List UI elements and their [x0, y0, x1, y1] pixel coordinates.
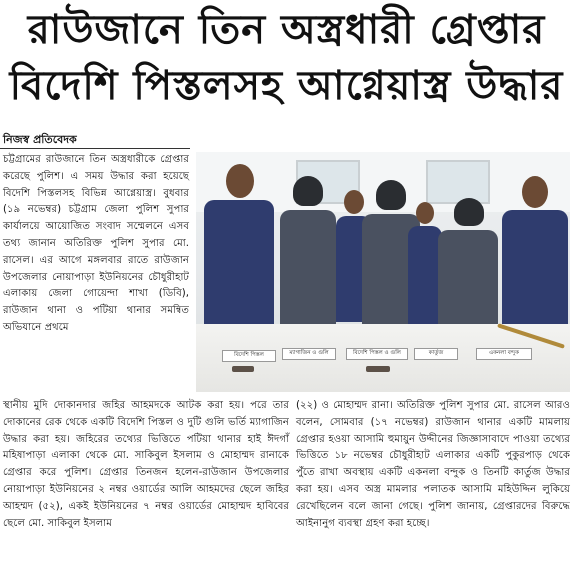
evidence-label: একনলা বন্দুক [476, 348, 532, 360]
article-body-column-1: চট্টগ্রামের রাউজানে তিন অস্ত্রধারীকে গ্রেপ্তার করেছে পুলিশ। এ সময় উদ্ধার করা হয়েছে বিদেশি পিস্তলসহ বিভিন্ন আগ্নেয়াস্ত্র। বুধবার (১৯ নভেম্বর) চট্টগ্রাম জেলা পুলিশ সুপার কার্যালয়ে আয়োজিত সংবাদ সম্মেলনে এসব তথ্য জানান অতিরিক্ত পুলিশ সুপার মো. রাসেল। এর আগে মঙ্গলবার রাতে রাউজান উপজেলার নোয়াপাড়া ইউনিয়নের চৌধুরীহাট এলাকায় জেলা গোয়েন্দা শাখা (ডিবি), রাউজান থানা ও পটিয়া থানার সমন্বিত অভিযানে প্রথমে [3, 154, 189, 333]
headline-line-2: বিদেশি পিস্তলসহ আগ্নেয়াস্ত্র উদ্ধার [9, 63, 564, 109]
evidence-label: কার্তুজ [414, 348, 458, 360]
byline: নিজস্ব প্রতিবেদক [3, 133, 77, 146]
byline-divider [0, 148, 190, 149]
evidence-label: বিদেশি পিস্তল ও গুলি [346, 348, 408, 360]
pistol-shape [366, 366, 390, 372]
evidence-label: বিদেশি পিস্তল [222, 350, 276, 362]
headline-line-1: রাউজানে তিন অস্ত্রধারী গ্রেপ্তার [27, 7, 546, 53]
officer-figure [502, 176, 568, 326]
evidence-label: ম্যাগাজিন ও গুলি [282, 348, 336, 360]
accused-figure [276, 176, 338, 326]
pistol-shape [232, 366, 254, 372]
accused-figure [434, 198, 502, 328]
officer-figure [204, 164, 274, 329]
article-body-column-3: (২২) ও মোহাম্মদ রানা। অতিরিক্ত পুলিশ সুপার মো. রাসেল আরও বলেন, সোমবার (১৭ নভেম্বর) রাউজান থানার একটি মামলায় গ্রেপ্তার হওয়া আসামি হুমায়ুন উদ্দীনের জিজ্ঞাসাবাদে পাওয়া তথ্যের ভিত্তিতে ১৮ নভেম্বর চৌধুরীহাট এলাকার একটি পুকুরপাড় থেকে পুঁতে রাখা অবস্থায় একটি একনলা বন্দুক ও তিনটি কার্তুজ উদ্ধার করা হয়। এসব অস্ত্র মামলার পলাতক আসামি মহিউদ্দিন লুকিয়ে রেখেছিলেন বলে জানা গেছে। পুলিশ জানায়, গ্রেপ্তারদের বিরুদ্ধে আইনানুগ ব্যবস্থা গ্রহণ করা হচ্ছে। [296, 400, 570, 529]
article-body-column-2: স্থানীয় মুদি দোকানদার জহির আহমদকে আটক করা হয়। পরে তার দোকানের রেক থেকে একটি বিদেশি পিস্তল ও দুটি গুলি ভর্তি ম্যাগাজিন উদ্ধার করা হয়। জহিরের তথ্যের ভিত্তিতে পটিয়া থানার হাই ঈদগাঁ মহিষাপাড়া এলাকা থেকে মো. সাকিবুল ইসলাম ও মোহাম্মদ রানাকে গ্রেপ্তার করে পুলিশ। গ্রেপ্তার তিনজন হলেন-রাউজান উপজেলার নোয়াপাড়া ইউনিয়নের ২ নম্বর ওয়ার্ডের আলি আহমদের ছেলে জহির আহম্মদ (৫২), একই ইউনিয়নের ৭ নম্বর ওয়ার্ডের মোহাম্মদ হাবিবের ছেলে মো. সাকিবুল ইসলাম [3, 400, 289, 529]
news-photo [196, 152, 570, 392]
